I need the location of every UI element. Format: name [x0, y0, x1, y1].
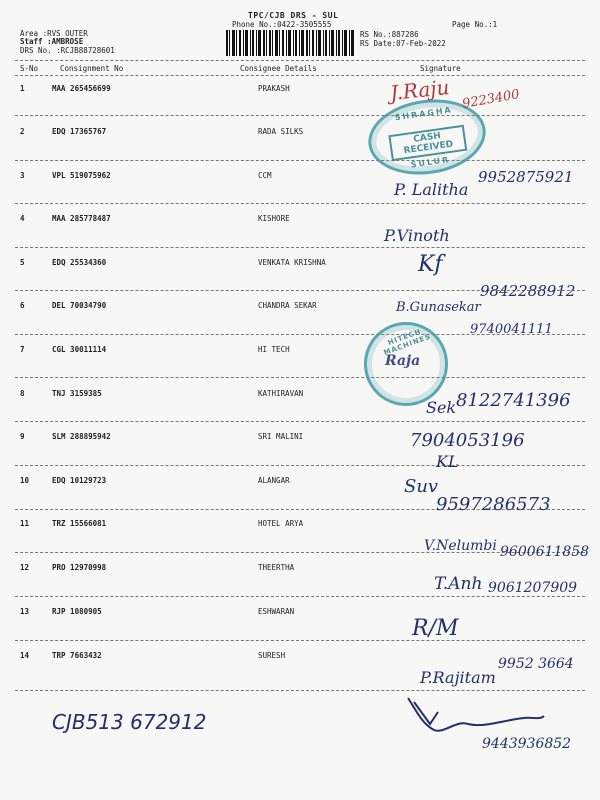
phone-8: 8122741396	[456, 390, 571, 411]
stamp-city: SULUR	[410, 155, 451, 170]
row-sno: 9	[20, 432, 25, 441]
row-consignee: PRAKASH	[258, 84, 290, 93]
row-consignment: CGL 30011114	[52, 345, 107, 354]
phone-9: 7904053196	[410, 430, 525, 451]
row-consignee: SURESH	[258, 651, 286, 660]
row-consignee: KISHORE	[258, 214, 290, 223]
row-consignment: RJP 1080905	[52, 607, 102, 616]
signature-11: V.Nelumbi	[424, 538, 497, 554]
barcode	[226, 30, 354, 56]
rs-date: RS Date:07-Feb-2022	[360, 39, 446, 48]
row-consignee: HOTEL ARYA	[258, 519, 304, 528]
phone-14: 9952 3664	[498, 656, 574, 672]
signature-9: KL	[436, 452, 459, 471]
row-sno: 11	[20, 519, 30, 528]
signature-3: P. Lalitha	[394, 180, 469, 199]
staff-label: Staff :AMBROSE	[20, 37, 84, 46]
row-consignee: KATHIRAVAN	[258, 389, 304, 398]
row-consignment: EDQ 10129723	[52, 476, 107, 485]
stamp-signature: Raja	[385, 353, 421, 369]
row-sno: 10	[20, 476, 30, 485]
row-divider	[15, 421, 585, 422]
row-divider	[15, 247, 585, 248]
signature-14: P.Rajitam	[420, 668, 496, 687]
stamp-ring-text: HITECH MACHINES	[382, 327, 433, 358]
signature-12: T.Anh	[434, 574, 483, 594]
row-consignment: SLM 288895942	[52, 432, 111, 441]
page-number: Page No.:1	[452, 20, 498, 29]
row-sno: 2	[20, 127, 25, 136]
row-consignee: RADA SILKS	[258, 127, 304, 136]
area-label: Area :RVS OUTER	[20, 29, 88, 38]
row-sno: 4	[20, 214, 25, 223]
stamp-cash-received: CASH RECEIVED	[388, 125, 467, 161]
row-consignee: SRI MALINI	[258, 432, 304, 441]
bottom-phone: 9443936852	[482, 736, 572, 752]
row-sno: 12	[20, 563, 30, 572]
col-consignee: Consignee Details	[240, 64, 317, 73]
phone-6b: 9740041111	[470, 322, 553, 337]
row-consignment: MAA 285778487	[52, 214, 111, 223]
stamp-ring-text: SHRAGHA	[394, 105, 454, 123]
row-divider	[15, 465, 585, 466]
row-consignment: PRO 12970998	[52, 563, 107, 572]
col-signature: Signature	[420, 64, 461, 73]
table-row	[0, 607, 600, 650]
header-divider	[15, 60, 585, 61]
phone-11: 9600611858	[500, 544, 590, 560]
row-consignee: VENKATA KRISHNA	[258, 258, 326, 267]
row-consignment: TRZ 15566081	[52, 519, 107, 528]
row-consignment: DEL 70034790	[52, 301, 107, 310]
row-sno: 14	[20, 651, 30, 660]
row-sno: 6	[20, 301, 25, 310]
row-divider	[15, 640, 585, 641]
column-divider	[15, 75, 585, 76]
signature-6: B.Gunasekar	[396, 300, 481, 315]
row-divider	[15, 203, 585, 204]
row-consignee: ESHWARAN	[258, 607, 295, 616]
phone-12: 9061207909	[488, 580, 578, 596]
row-consignee: THEERTHA	[258, 563, 295, 572]
row-sno: 8	[20, 389, 25, 398]
row-consignee: HI TECH	[258, 345, 290, 354]
row-consignee: CHANDRA SEKAR	[258, 301, 317, 310]
signature-13: R/M	[412, 616, 459, 641]
signature-10: Suv	[404, 476, 439, 497]
row-divider	[15, 160, 585, 161]
row-consignee: CCM	[258, 171, 272, 180]
table-row	[0, 214, 600, 257]
row-divider	[15, 596, 585, 597]
phone-6: 9842288912	[480, 282, 576, 300]
row-consignment: TNJ 3159385	[52, 389, 102, 398]
col-consignment: Consignment No	[60, 64, 124, 73]
phone-10: 9597286573	[436, 494, 551, 515]
row-consignment: EDQ 25534360	[52, 258, 107, 267]
row-sno: 5	[20, 258, 25, 267]
scribble-signature	[404, 690, 554, 740]
document-title: TPC/CJB DRS - SUL	[248, 11, 339, 20]
phone-3: 9952875921	[478, 168, 574, 186]
row-divider	[15, 115, 585, 116]
row-consignment: VPL 519075962	[52, 171, 111, 180]
drs-number: DRS No. :RCJB88728601	[20, 46, 115, 55]
row-sno: 7	[20, 345, 25, 354]
row-sno: 3	[20, 171, 25, 180]
table-row	[0, 127, 600, 170]
signature-8: Sek	[426, 398, 457, 417]
table-row	[0, 345, 600, 388]
signature-5: Kf	[418, 252, 443, 277]
row-consignee: ALANGAR	[258, 476, 290, 485]
row-sno: 1	[20, 84, 25, 93]
bottom-reference: CJB513 672912	[52, 710, 207, 734]
rs-number: RS No.:887286	[360, 30, 419, 39]
row-sno: 13	[20, 607, 30, 616]
row-divider	[15, 377, 585, 378]
signature-4: P.Vinoth	[384, 226, 450, 245]
row-consignment: TRP 7663432	[52, 651, 102, 660]
phone-number: Phone No.:0422-3505555	[232, 20, 332, 29]
col-sno: S-No	[20, 64, 39, 73]
row-consignment: MAA 265456699	[52, 84, 111, 93]
phone-1: 9223400	[461, 87, 521, 112]
hitech-machines-stamp	[364, 322, 448, 406]
row-consignment: EDQ 17365767	[52, 127, 107, 136]
signature-1: J.Raju	[388, 74, 451, 106]
